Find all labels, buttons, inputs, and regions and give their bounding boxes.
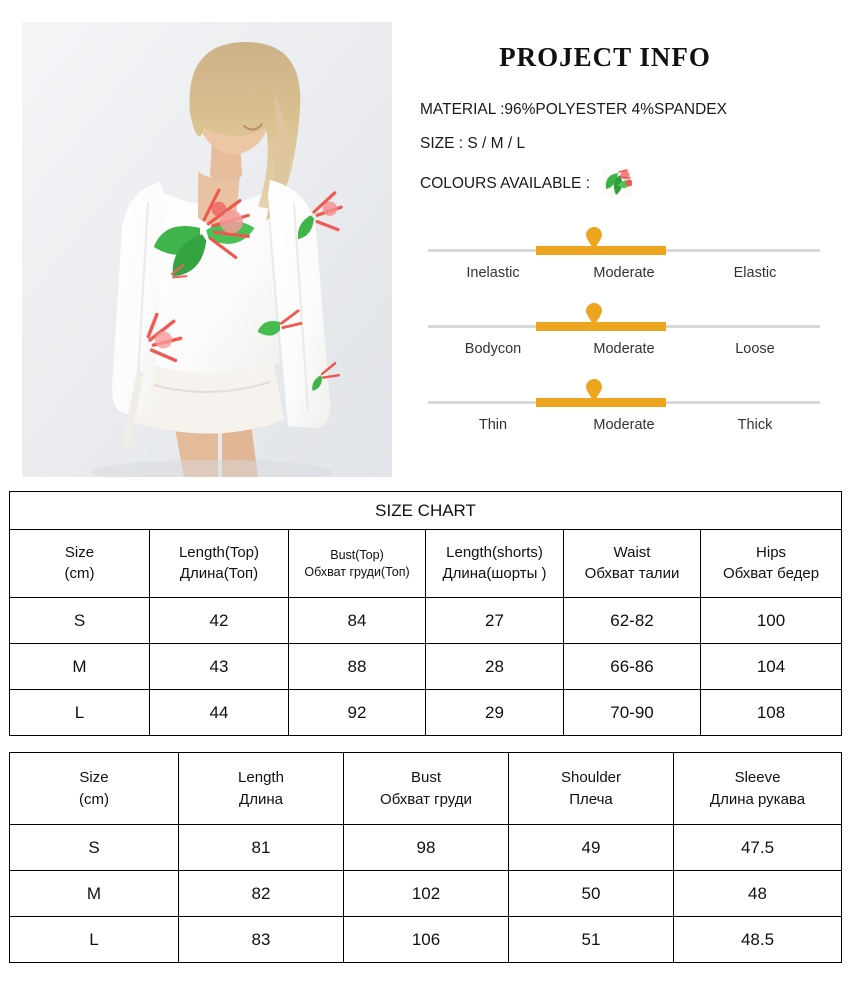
cell-bust-top: 84 [289,598,426,644]
slider-label-middle: Moderate [593,265,655,282]
cell-sleeve: 48.5 [674,917,842,963]
table-header-row [10,753,842,825]
garment-measurements-table [9,752,842,963]
slider-thickness[interactable] [404,375,840,451]
slider-label-right: Thick [737,417,773,434]
header-ru: Обхват бедер [723,564,820,582]
material-text: MATERIAL :96%POLYESTER 4%SPANDEX [420,101,727,118]
header-en: Waist [613,544,651,562]
cell-shoulder: 50 [509,871,674,917]
cell-hips: 104 [701,644,842,690]
product-photo-illustration [22,22,392,477]
cell-sleeve: 47.5 [674,825,842,871]
colour-swatch[interactable] [602,169,632,197]
header-unit: (cm) [64,564,95,582]
table-header-row [10,530,842,598]
header-en: Size [64,544,95,562]
header-waist [564,530,701,598]
cell-length: 82 [179,871,344,917]
page-title: PROJECT INFO [499,42,711,72]
cell-bust-top: 88 [289,644,426,690]
cell-length-shorts: 29 [426,690,564,736]
header-ru: Плеча [569,790,613,808]
header-en: Length [238,768,284,786]
cell-length-top: 43 [150,644,289,690]
header-en: Size [79,768,109,786]
table-row [10,690,842,736]
slider-marker-pin-icon [585,303,603,325]
material-line [420,101,840,118]
info-spec-list [400,101,840,197]
cell-bust: 106 [344,917,509,963]
header-en: Bust [410,768,441,786]
cell-waist: 62-82 [564,598,701,644]
header-en: Sleeve [734,768,781,786]
header-shoulder [509,753,674,825]
cell-size: M [10,871,179,917]
header-en: Length(Top) [178,544,260,562]
slider-label-middle: Moderate [593,417,655,434]
cell-length-top: 44 [150,690,289,736]
cell-hips: 100 [701,598,842,644]
slider-labels [428,341,820,357]
project-info-panel [400,22,840,451]
slider-label-middle: Moderate [593,341,655,358]
header-ru: Длина(шорты ) [442,564,547,582]
slider-elasticity[interactable] [404,223,840,299]
slider-fit[interactable] [404,299,840,375]
header-length-top [150,530,289,598]
slider-label-left: Thin [478,417,508,434]
cell-waist: 70-90 [564,690,701,736]
colours-line [420,169,840,197]
colour-swatch-pattern [602,169,632,197]
cell-waist: 66-86 [564,644,701,690]
header-ru: Длина [239,790,283,808]
table-row [10,644,842,690]
slider-label-right: Loose [735,341,775,358]
cell-length-shorts: 28 [426,644,564,690]
header-ru: Длина рукава [709,790,806,808]
size-chart-table-set [9,491,842,736]
table-row [10,598,842,644]
header-length [179,753,344,825]
header-size [10,753,179,825]
cell-bust-top: 92 [289,690,426,736]
header-ru: Обхват груди [380,790,472,808]
cell-size: L [10,690,150,736]
cell-length-shorts: 27 [426,598,564,644]
header-en: Length(shorts) [446,544,543,562]
slider-marker-pin-icon [585,227,603,249]
header-unit: (cm) [79,790,109,808]
table-row [10,871,842,917]
slider-label-right: Elastic [733,265,777,282]
header-bust [344,753,509,825]
slider-label-left: Inelastic [466,265,520,282]
header-ru: Обхват груди(Топ) [304,564,410,579]
header-ru: Обхват талии [584,564,680,582]
header-sleeve [674,753,842,825]
cell-size: S [10,598,150,644]
cell-hips: 108 [701,690,842,736]
product-photo [22,22,392,477]
table-row [10,917,842,963]
table-row [10,825,842,871]
table-title-row [10,492,842,530]
cell-bust: 102 [344,871,509,917]
size-chart-title: SIZE CHART [10,492,842,530]
cell-size: L [10,917,179,963]
header-size [10,530,150,598]
cell-shoulder: 49 [509,825,674,871]
header-bust-top [289,530,426,598]
size-line [420,135,840,152]
slider-label-left: Bodycon [464,341,522,358]
header-length-shorts [426,530,564,598]
header-hips [701,530,842,598]
cell-bust: 98 [344,825,509,871]
header-en: Shoulder [560,768,622,786]
cell-size: S [10,825,179,871]
header-ru: Длина(Топ) [179,564,259,582]
header-en: Hips [756,544,787,562]
cell-length-top: 42 [150,598,289,644]
slider-labels [428,417,820,433]
cell-length: 81 [179,825,344,871]
cell-length: 83 [179,917,344,963]
slider-marker-pin-icon [585,379,603,401]
slider-labels [428,265,820,281]
attribute-sliders [400,223,840,451]
cell-shoulder: 51 [509,917,674,963]
size-text: SIZE : S / M / L [420,135,526,153]
cell-size: M [10,644,150,690]
cell-sleeve: 48 [674,871,842,917]
colours-label: COLOURS AVAILABLE : [420,174,590,192]
header-en: Bust(Top) [330,547,384,562]
